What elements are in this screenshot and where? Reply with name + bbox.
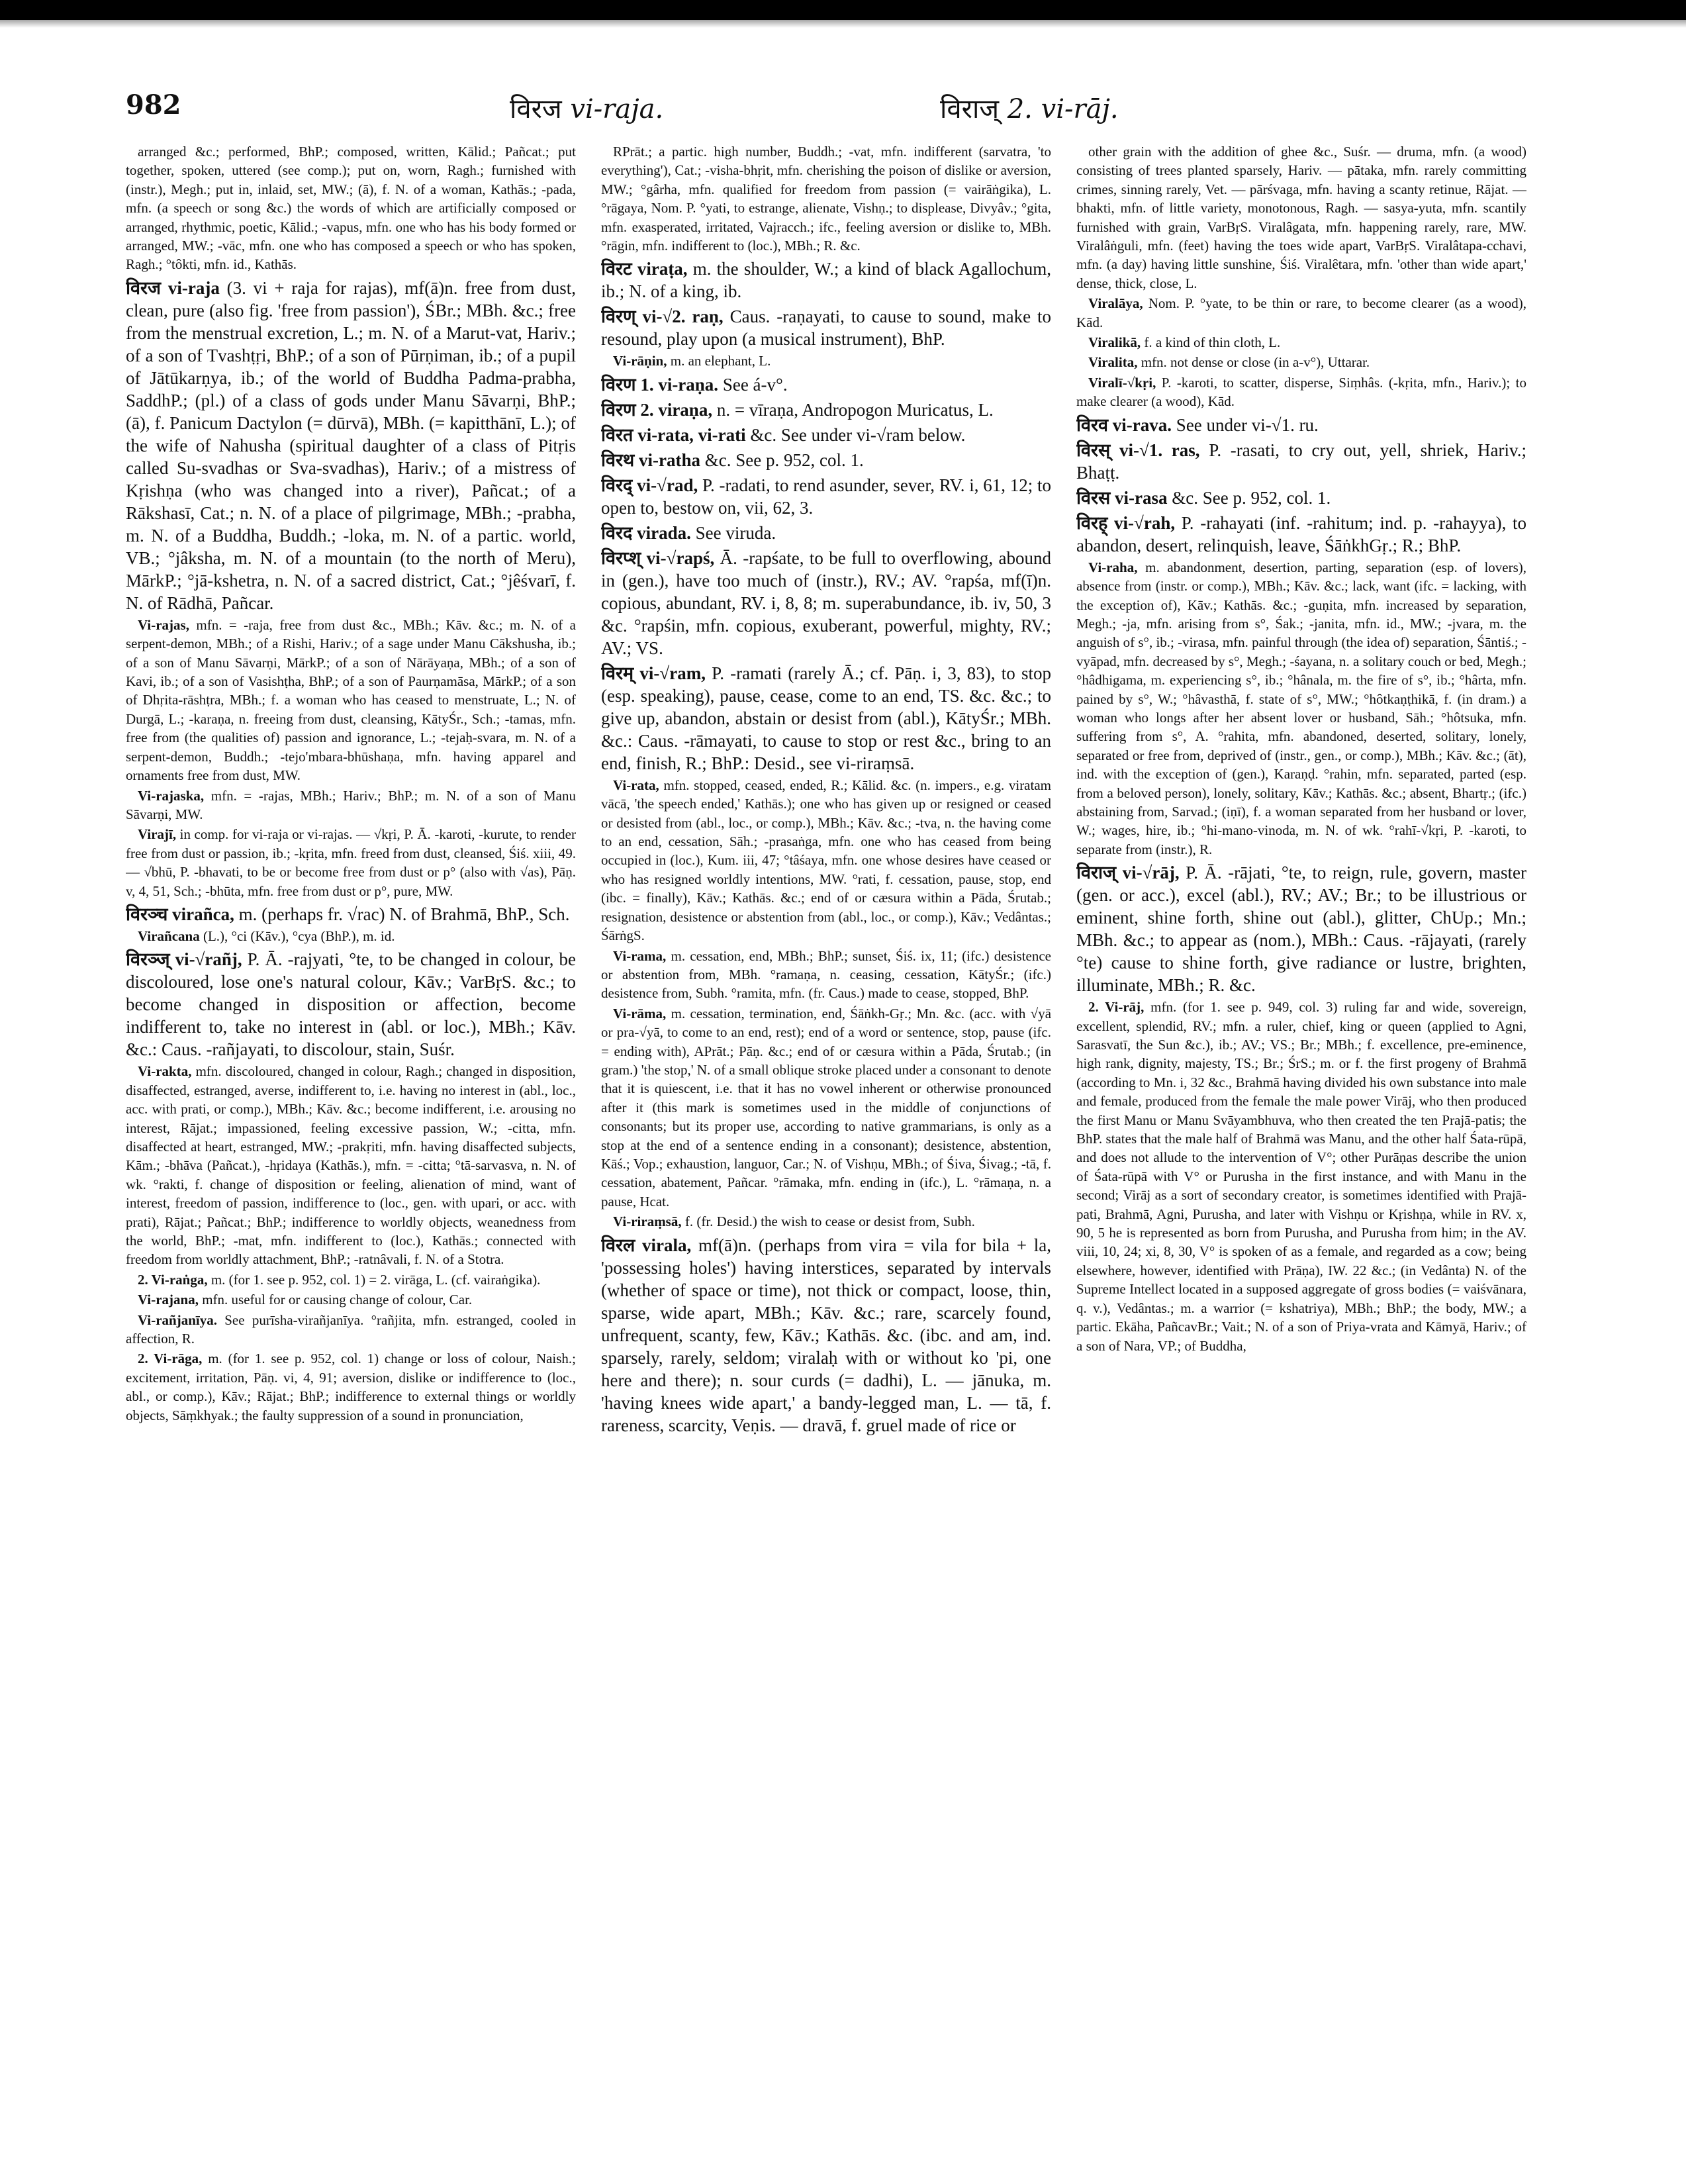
- main-entry: [126, 903, 576, 926]
- entry-headword: विरण् vi-√2. raṇ,: [601, 307, 724, 327]
- entry-text: mfn. discoloured, changed in colour, Ragh.; changed in disposition, disaffected, estranged, averse, indifferent to, i.e. having no interest in (abl., loc., acc. with prati, or comp.), MBh.; Kāv. &c.; become indifferent, i.e. arousing no interest, Rājat.; impassioned, feeling excessive passion, W.; -citta, mfn. disaffected at heart, estranged, MW.; -prakṛiti, mfn. having disaffected subjects, Kām.; -bhāva (Pañcat.), -hṛidaya (Kathās.), mfn. = -citta; °tā-sarvasva, n. N. of wk. °rakti, f. change of disposition or feeling, alienation of mind, want of interest, freedom of passion, indifference to (loc., gen. with upari, or acc. with prati), Rājat.; Pañcat.; BhP.; indifference to worldly objects, weanedness from the world, BhP.; -mat, mfn. indifferent to (loc.), Kathās.; connected with freedom from worldly attachment, BhP.; -ratnâvali, f. N. of a Stotra.: [126, 1063, 576, 1268]
- entry-headword: Virañcana: [138, 927, 200, 944]
- main-entry: [1076, 487, 1526, 509]
- sub-entry: [601, 947, 1051, 1003]
- entry-text: mfn. = -raja, free from dust &c., MBh.; Kāv. &c.; m. N. of a serpent-demon, MBh.; of a Rishi, Hariv.; of a sage under Manu Cākshusha, ib.; of a son of Manu Sāvarṇi, MārkP.; of a son of Nārāyaṇa, MBh.; of a son of Kavi, ib.; of a son of Vasishṭha, BhP.; of a son of Paurṇamāsa, MārkP.; of a son of Dhṛita-rāshṭra, MBh.; f. a woman who has ceased to menstruate, L.; N. of Durgā, L.; -karaṇa, n. freeing from dust, cleansing, KātyŚr., Sch.; -tamas, mfn. free from (the qualities of) passion and ignorance, L.; -tejaḥ-svara, m. N. of a serpent-demon, Buddh.; -tejo'mbara-bhūshaṇa, mfn. having apparel and ornaments free from dust, MW.: [126, 616, 576, 784]
- sub-entry: [1076, 373, 1526, 411]
- entry-text: P. -rasati, to cry out, yell, shriek, Hariv.; Bhaṭṭ.: [1076, 440, 1526, 483]
- entry-headword: 2. Vi-rāj,: [1088, 999, 1145, 1016]
- entry-text: n. = vīraṇa, Andropogon Muricatus, L.: [716, 399, 994, 420]
- entry-headword: Vi-rañjanīya.: [138, 1311, 217, 1328]
- entry-headword: Vi-riraṃsā,: [613, 1213, 682, 1230]
- entry-headword: विराज् vi-√rāj,: [1076, 863, 1180, 883]
- main-entry: [601, 522, 1051, 544]
- main-entry: [601, 305, 1051, 350]
- entry-text: (3. vi + raja for rajas), mf(ā)n. free from dust, clean, pure (also fig. 'free from passion'), ŚBr.; MBh. &c.; free from the menstrual excretion, L.; m. N. of a Marut-vat, Hariv.; of a son of Tvashṭṛi, BhP.; of a son of Pūrṇiman, ib.; of a pupil of Jātūkarṇya, ib.; of the world of Buddha Padma-prabha, SaddhP.; (pl.) of a class of gods under Manu Sāvarṇi, BhP.; (ā), f. Panicum Dactylon (= dūrvā), MBh. (= kapitthānī, L.); of the wife of Nahusha (spiritual daughter of a class of Pitṛis called Su-svadhas or Sva-svadhas), Hariv.; of a mistress of Kṛishṇa (who was changed into a river), Pañcat.; of a Rākshasī, Cat.; n. N. of a place of pilgrimage, MBh.; -prabha, m. N. of a Buddha, Buddh.; -loka, m. N. of a partic. world, VB.; °jâksha, m. N. of a mountain (to the north of Meru), MārkP.; °jā-kshetra, n. N. of a sacred district, Cat.; °jêśvarī, f. N. of Rādhā, Pañcar.: [126, 277, 576, 613]
- entry-text: Nom. P. °yate, to be thin or rare, to become clearer (as a wood), Kād.: [1076, 295, 1526, 330]
- main-entry: [601, 547, 1051, 659]
- entry-text: other grain with the addition of ghee &c., Suśr. — druma, mfn. (a wood) consisting of trees planted sparsely, Hariv. — pātaka, mfn. rarely committing crimes, sinning rarely, Vet. — pārśvaga, mfn. having a scanty retinue, Rājat. — bhakti, mfn. of little variety, monotonous, Ragh. — sasya-yuta, mfn. scantily furnished with grain, VarBṛS. Viralâgata, mfn. happening rarely, rare, MW. Viralâṅguli, mfn. (feet) having the toes wide apart, VarBṛS. Viralâtapa-cchavi, mfn. (a day) having little sunshine, Śiś. Viralêtara, mfn. 'other than wide apart,' dense, thick, close, L.: [1076, 144, 1526, 291]
- main-entry: [601, 399, 1051, 421]
- sub-entry: [126, 1270, 576, 1289]
- sub-entry: [126, 1311, 576, 1349]
- top-border-shadow: [0, 20, 1686, 28]
- entry-text: P. -rahayati (inf. -rahitum; ind. p. -rahayya), to abandon, desert, relinquish, leave, ŚāṅkhGṛ.; R.; BhP.: [1076, 512, 1526, 555]
- sub-entry: [126, 1062, 576, 1268]
- sub-entry: [601, 776, 1051, 945]
- main-entry: [126, 948, 576, 1061]
- main-entry: [601, 662, 1051, 775]
- entry-text: m. (perhaps fr. √rac) N. of Brahmā, BhP., Sch.: [238, 904, 570, 924]
- entry-headword: विरञ्ज् vi-√rañj,: [126, 949, 242, 970]
- sub-entry: [126, 616, 576, 785]
- entry-text: mfn. not dense or close (in a-v°), Uttarar.: [1141, 354, 1370, 371]
- entry-text: P. -karoti, to scatter, disperse, Siṃhâs. (-kṛita, mfn., Hariv.); to make clearer (a wood), Kād.: [1076, 374, 1526, 410]
- entry-headword: Vi-raha,: [1088, 559, 1138, 575]
- running-head-left-devanagari: विरज: [510, 94, 562, 124]
- entry-headword: विरज vi-raja: [126, 277, 220, 298]
- entry-headword: विरञ्च virañca,: [126, 904, 234, 924]
- main-entry: [601, 373, 1051, 396]
- main-entry: [601, 424, 1051, 446]
- entry-text: P. -ramati (rarely Ā.; cf. Pāṇ. i, 3, 83), to stop (esp. speaking), pause, cease, come to an end, TS. &c. &c.; to give up, abandon, abstain or desist from (abl.), KātyŚr.; MBh. &c.: Caus. -rāmayati, to cause to stop or rest &c., bring to an end, finish, R.; BhP.: Desid., see vi-riraṃsā.: [601, 663, 1051, 773]
- entry-text: m. cessation, termination, end, Śāṅkh-Gṛ.; Mn. &c. (acc. with √yā or pra-√yā, to come to an end, rest); end of a word or sentence, stop, pause (ifc. = ending with), APrāt.; Pāṇ. &c.; end of or cæsura within a Pāda, Śrutab.; (in gram.) 'the stop,' N. of a small oblique stroke placed under a consonant to denote that it is quiescent, i.e. that it has no vowel inherent or otherwise pronounced after it (this mark is sometimes used in the middle of conjunctions of consonants; but its proper use, according to native grammarians, is only as a stop at the end of a sentence ending in a consonant); desistence, abstention, Kāś.; Vop.; exhaustion, languor, Car.; N. of Vishṇu, MBh.; of Śiva, Śivag.; -tā, f. cessation, abatement, Pañcar. °rāmaka, mfn. ending in (ifc.), L. °rāmaṇa, n. a pause, Hcat.: [601, 1005, 1051, 1210]
- entry-text: P. Ā. -rājati, °te, to reign, rule, govern, master (gen. or acc.), excel (abl.), RV.; AV.; Br.; to be illustrious or eminent, shine forth, shine out (abl.), glitter, ChUp.; Mn.; MBh. &c.; to appear as (nom.), MBh.: Caus. -rājayati, (rarely °te) cause to shine forth, give radiance or lustre, brighten, illuminate, MBh.; R. &c.: [1076, 863, 1526, 996]
- column-1: [126, 142, 576, 2161]
- entry-headword: विरप्श् vi-√rapś,: [601, 547, 715, 568]
- entry-headword: विरस vi-rasa: [1076, 487, 1168, 508]
- entry-text: Ā. -rapśate, to be full to overflowing, abound in (gen.), have too much of (instr.), RV.; AV. °rapśa, mf(ī)n. copious, abundant, RV. i, 8, 8; m. superabundance, ib. iv, 50, 3 &c. °rapśin, mfn. copious, exuberant, powerful, mighty, RV.; AV.; VS.: [601, 547, 1051, 658]
- entry-headword: विरण 1. vi-raṇa.: [601, 374, 719, 395]
- main-entry: [601, 258, 1051, 303]
- entry-text: P. Ā. -rajyati, °te, to be changed in colour, be discoloured, lose one's natural colour, Kāv.; VarBṛS. &c.; to become changed in disposition or affection, become indifferent to, take no interest in (abl. or loc.), MBh.; Kāv. &c.: Caus. -rañjayati, to discolour, stain, Suśr.: [126, 949, 576, 1060]
- continued-entry: [126, 142, 576, 274]
- continued-entry: [1076, 142, 1526, 293]
- entry-text: f. (fr. Desid.) the wish to cease or desist from, Subh.: [684, 1213, 975, 1230]
- entry-text: (L.), °ci (Kāv.), °cya (BhP.), m. id.: [203, 927, 395, 944]
- page-number: 982: [126, 89, 181, 120]
- running-head-left: [510, 89, 663, 126]
- entry-headword: Viralāya,: [1088, 295, 1143, 312]
- sub-entry: [601, 1212, 1051, 1231]
- entry-headword: Vi-rajaska,: [138, 787, 205, 804]
- main-entry: [1076, 414, 1526, 436]
- column-2: [601, 142, 1051, 2161]
- entry-headword: Viralita,: [1088, 354, 1138, 371]
- continued-entry: [601, 142, 1051, 255]
- entry-text: See under vi-√1. ru.: [1176, 414, 1319, 435]
- entry-headword: विरथ vi-ratha: [601, 450, 701, 470]
- main-entry: [1076, 439, 1526, 484]
- main-entry: [601, 1234, 1051, 1437]
- entry-headword: विरव vi-rava.: [1076, 414, 1172, 435]
- main-entry: [601, 449, 1051, 471]
- entry-headword: Vi-rajas,: [138, 616, 189, 633]
- running-head-right-roman: 2. vi-rāj.: [1007, 94, 1119, 124]
- sub-entry: [601, 352, 1051, 370]
- entry-headword: Viralī-√kṛi,: [1088, 374, 1156, 391]
- sub-entry: [1076, 558, 1526, 859]
- entry-text: &c. See p. 952, col. 1.: [704, 450, 864, 470]
- sub-entry: [126, 1290, 576, 1309]
- entry-headword: Vi-rakta,: [138, 1063, 192, 1080]
- entry-text: m. an elephant, L.: [670, 353, 771, 369]
- entry-headword: Vi-rama,: [613, 947, 667, 964]
- entry-text: m. (for 1. see p. 952, col. 1) change or loss of colour, Naish.; excitement, irritation, Pāṇ. vi, 4, 91; aversion, dislike or indifference to (loc., abl., or comp.), Kāv.; Rājat.; BhP.; indifference to external things or worldly objects, Sāṃkhyak.; the faulty suppression of a sound in pronunciation,: [126, 1351, 576, 1423]
- entry-text: m. (for 1. see p. 952, col. 1) = 2. virāga, L. (cf. vairaṅgika).: [211, 1271, 541, 1288]
- entry-headword: Vi-rāma,: [613, 1005, 667, 1021]
- entry-text: mfn. (for 1. see p. 949, col. 3) ruling far and wide, sovereign, excellent, splendid, RV.; mfn. a ruler, chief, king or queen (applied to Agni, Sarasvatī, the Sun &c.), ib.; AV.; VS.; Br.; MBh.; f. excellence, pre-eminence, high rank, dignity, majesty, TS.; Br.; ŚrS.; m. or f. the first progeny of Brahmā (according to Mn. i, 32 &c., Brahmā having divided his own substance into male and female, produced from the female the male power Virāj, who then produced the first Manu or Manu Svāyambhuva, who then created the ten Prajā-patis; the BhP. states that the male half of Brahmā was Manu, and the other half Śata-rūpā, and does not allude to the intervention of V°; other Purāṇas describe the union of Śata-rūpā with V° or Purusha in the first instance, and with Manu in the second; Virāj as a sort of secondary creator, is sometimes identified with Prajā-pati, Brahmā, Agni, Purusha, and later with Vishṇu or Kṛishṇa, while in RV. x, 90, 5 he is represented as born from Purusha, and Purusha from him; in the AV. viii, 10, 24; xi, 8, 30, V° is spoken of as a female, and regarded as a cow; being elsewhere, however, identified with Prāṇa), IW. 22 &c.; (in Vedânta) N. of the Supreme Intellect located in a supposed aggregate of gross bodies (= vaiśvānara, q. v.), Vedântas.; m. a warrior (= kshatriya), MBh.; BhP.; the body, MW.; a partic. Ekāha, PañcavBr.; Vait.; N. of a son of Priya-vrata and Kāmyā, Hariv.; of a son of Nara, VP.; of Buddha,: [1076, 999, 1526, 1354]
- entry-text: in comp. for vi-raja or vi-rajas. — √kṛi, P. Ā. -karoti, -kurute, to render free from dust or passion, ib.; -kṛita, mfn. freed from dust, cleansed, Śiś. xiii, 49. — √bhū, P. -bhavati, to be or become free from dust or p° (also with √as), Pāṇ. v, 4, 51, Sch.; -bhūta, mfn. free from dust or p°, pure, MW.: [126, 826, 576, 899]
- page-header: [126, 89, 1582, 142]
- entry-text: mfn. = -rajas, MBh.; Hariv.; BhP.; m. N. of a son of Manu Sāvarṇi, MW.: [126, 787, 576, 822]
- running-head-right: [940, 89, 1119, 126]
- sub-entry: [601, 1004, 1051, 1211]
- sub-entry: [126, 786, 576, 824]
- sub-entry: [126, 927, 576, 945]
- entry-text: P. -radati, to rend asunder, sever, RV. i, 61, 12; to open to, bestow on, vii, 62, 3.: [601, 475, 1051, 518]
- main-entry: [1076, 861, 1526, 996]
- entry-text: &c. See under vi-√ram below.: [750, 424, 966, 445]
- main-entry: [601, 474, 1051, 519]
- entry-headword: विरस् vi-√1. ras,: [1076, 440, 1200, 460]
- entry-headword: Vi-rata,: [613, 777, 659, 793]
- entry-headword: विरम् vi-√ram,: [601, 663, 706, 683]
- entry-headword: विरद् vi-√rad,: [601, 475, 698, 495]
- entry-headword: Vi-rajana,: [138, 1292, 199, 1308]
- entry-headword: विरत vi-rata, vi-rati: [601, 424, 746, 445]
- entry-headword: विरद virada.: [601, 522, 691, 543]
- main-entry: [1076, 512, 1526, 557]
- sub-entry: [126, 825, 576, 900]
- entry-text: m. abandonment, desertion, parting, separation (esp. of lovers), absence from (instr. or comp.), MBh.; Kāv. &c.; lack, want (ifc. = lacking, with the exception of), Kāv.; Kathās. &c.; -guṇita, mfn. increased by separation, Megh.; -ja, mfn. arising from s°, Śak.; -janita, mfn. id., MW.; -jvara, m. the anguish of s°, ib.; -virasa, mfn. painful through (the idea of) separation, Śāntiś.; -vyāpad, mfn. decreased by s°, Megh.; -śayana, n. a solitary couch or bed, Megh.; °hâdhigama, m. experiencing s°, ib.; °hânala, m. the fire of s°, ib.; °hârta, mfn. pained by s°, W.; °hâvasthā, f. state of s°, MW.; °hôtkaṇṭhikā, f. (in dram.) a woman who longs after her absent lover or husband, Sāh.; °hôtsuka, mfn. suffering from s°, A. °rahita, mfn. abandoned, deserted, solitary, lonely, separated or free from, deprived of (instr., gen., or comp.), MBh.; Kāv. &c.; (āt), ind. with the exception of (gen.), Karaṇḍ. °rahin, mfn. separated, parted (esp. from a beloved person), lonely, solitary, Kāv.; Kathās. &c.; absent, Bhartṛ.; (ifc.) abstaining from, Sarvad.; (iṇī), f. a woman separated from her husband or lover, W.; wages, hire, ib.; °hi-mano-vinoda, m. N. of wk. °rahī-√kṛi, P. -karoti, to separate from (instr.), R.: [1076, 559, 1526, 857]
- entry-text: arranged &c.; performed, BhP.; composed, written, Kālid.; Pañcat.; put together, spoken, uttered (see comp.); put on, worn, Ragh.; furnished with (instr.), Megh.; put in, inlaid, set, MW.; (ā), f. N. of a woman, Kathās.; -pada, mfn. (a speech or song &c.) the words of which are artificially composed or arranged, rhythmic, poetic, Kālid.; -vapus, mfn. one who has his body formed or arranged, MW.; -vāc, mfn. one who has composed a speech or who has spoken, Ragh.; °tôkti, mfn. id., Kathās.: [126, 144, 576, 273]
- sub-entry: [1076, 294, 1526, 332]
- entry-text: f. a kind of thin cloth, L.: [1144, 334, 1281, 351]
- sub-entry: [126, 1349, 576, 1425]
- entry-text: m. cessation, end, MBh.; BhP.; sunset, Śiś. ix, 11; (ifc.) desistence or abstention from, MBh. °ramaṇa, n. ceasing, cessation, KātyŚr.; (ifc.) desistence from, Subh. °ramita, mfn. (fr. Caus.) made to cease, stopped, BhP.: [601, 947, 1051, 1002]
- entry-text: Caus. -raṇayati, to cause to sound, make to resound, play upon (a musical instrument), BhP.: [601, 307, 1051, 350]
- entry-headword: विरण 2. viraṇa,: [601, 399, 713, 420]
- entry-headword: Virajī,: [138, 826, 177, 843]
- sub-entry: [1076, 353, 1526, 371]
- sub-entry: [1076, 998, 1526, 1355]
- entry-headword: विरट viraṭa,: [601, 259, 688, 279]
- entry-text: mfn. useful for or causing change of colour, Car.: [202, 1292, 473, 1308]
- running-head-left-roman: vi-raja.: [570, 94, 664, 124]
- top-black-border: [0, 0, 1686, 20]
- entry-headword: Viralikā,: [1088, 334, 1141, 351]
- entry-text: See purīsha-virañjanīya. °rañjita, mfn. estranged, cooled in affection, R.: [126, 1311, 576, 1347]
- column-3: [1076, 142, 1526, 2161]
- entry-text: See á-v°.: [722, 374, 788, 395]
- entry-headword: विरल virala,: [601, 1235, 692, 1255]
- entry-text: mf(ā)n. (perhaps from vira = vila for bila + la, 'possessing holes') having interstices, separated by intervals (whether of space or time), not thick or compact, loose, thin, sparse, wide apart, MBh.; Kāv. &c.; rare, scarcely found, unfrequent, scanty, few, Kāv.; Kathās. &c. (ibc. and am, ind. sparsely, rarely, seldom; viralaḥ with or without ko 'pi, one here and there); n. sour curds (= dadhi), L. — jānuka, m. 'having knees wide apart,' a bandy-legged man, L. — tā, f. rareness, scarcity, Veṇis. — dravā, f. gruel made of rice or: [601, 1235, 1051, 1435]
- dictionary-columns: [126, 142, 1589, 2161]
- entry-text: mfn. stopped, ceased, ended, R.; Kālid. &c. (n. impers., e.g. viratam vācā, 'the speech ended,' Kathās.); one who has given up or resigned or ceased or desisted from (abl., loc., or comp.), MBh.; Kāv. &c.; -tva, n. the having come to an end, cessation, Sāh.; -prasaṅga, mfn. one who has ceased from being occupied in (loc.), Kum. iii, 47; °tâśaya, mfn. one whose desires have ceased or who has resigned worldly intentions, MW. °rati, f. cessation, pause, stop, end (ibc. = finally), Kāv.; Kathās. &c.; end of or cæsura within a Pāda, Śrutab.; resignation, desistence or abstention from (abl., loc., or comp.), Kāv.; Vedântas.; ŚārṅgS.: [601, 777, 1051, 944]
- entry-text: RPrāt.; a partic. high number, Buddh.; -vat, mfn. indifferent (sarvatra, 'to everything'), Cat.; -visha-bhṛit, mfn. cherishing the poison of dislike or aversion, MW.; °gârha, mfn. qualified for freedom from passion (= vairāṅgika), L. °rāgaya, Nom. P. °yati, to estrange, alienate, Vishṇ.; to displease, Divyâv.; °gita, mfn. exasperated, irritated, Vajracch.; ifc., feeling aversion or dislike to, MBh. °rāgin, mfn. indifferent to (loc.), MBh.; R. &c.: [601, 144, 1051, 254]
- entry-text: m. the shoulder, W.; a kind of black Agallochum, ib.; N. of a king, ib.: [601, 259, 1051, 302]
- entry-headword: Vi-rāṇin,: [613, 353, 667, 369]
- entry-headword: 2. Vi-rāga,: [138, 1351, 203, 1367]
- entry-text: See viruda.: [695, 522, 776, 543]
- entry-headword: 2. Vi-raṅga,: [138, 1271, 208, 1288]
- main-entry: [126, 277, 576, 614]
- entry-headword: विरह् vi-√rah,: [1076, 512, 1176, 533]
- running-head-right-devanagari: विराज्: [940, 94, 999, 124]
- entry-text: &c. See p. 952, col. 1.: [1172, 487, 1331, 508]
- sub-entry: [1076, 333, 1526, 352]
